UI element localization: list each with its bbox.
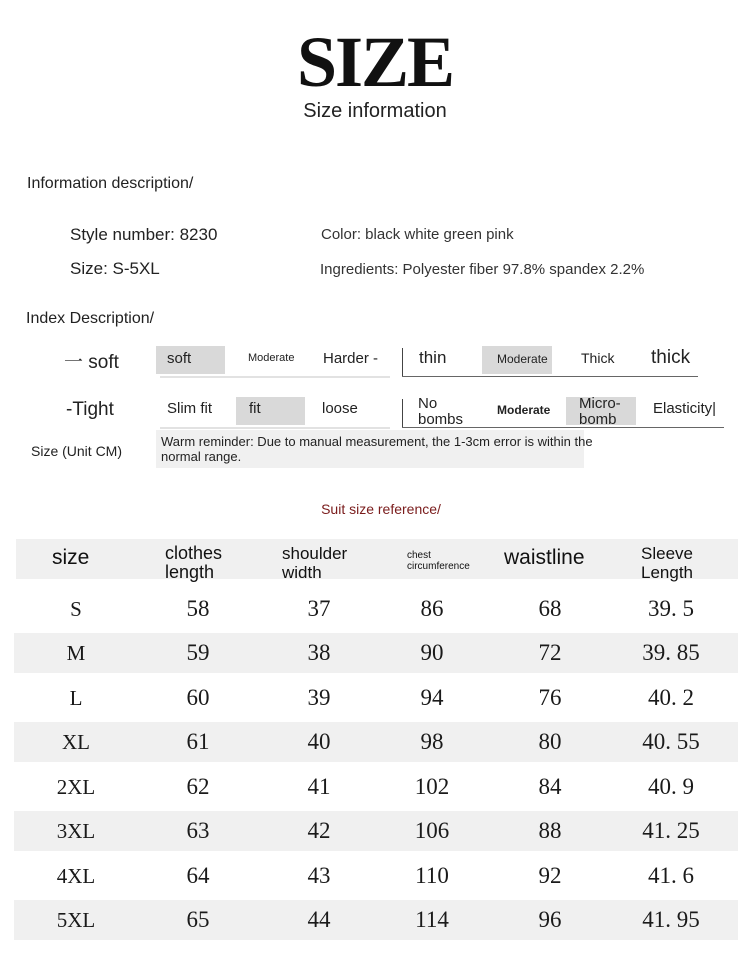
cell-chest: 114 <box>415 907 449 932</box>
elasticity-divider <box>402 399 403 427</box>
cell-waistline: 88 <box>538 818 562 843</box>
header-sleeve-length: Sleeve Length <box>641 544 693 582</box>
elasticity-moderate: Moderate <box>497 403 551 417</box>
cell-size: S <box>70 597 82 621</box>
cell-waistline: 84 <box>538 774 562 799</box>
thickness-thick-end: thick <box>651 347 691 368</box>
cell-size: M <box>66 641 86 665</box>
cell-size: 4XL <box>56 864 96 888</box>
cell-shoulder-width: 41 <box>307 774 331 799</box>
cell-clothes-length: 61 <box>186 729 210 754</box>
cell-size: XL <box>62 730 90 754</box>
index-label: Index Description/ <box>26 310 155 327</box>
cell-shoulder-width: 44 <box>307 907 331 932</box>
ingredients-info: Ingredients: Polyester fiber 97.8% spandex 2.2% <box>320 261 645 278</box>
header-clothes-length: clothes length <box>165 543 223 582</box>
cell-clothes-length: 63 <box>186 818 210 843</box>
cell-sleeve: 40. 55 <box>642 729 700 754</box>
cell-waistline: 96 <box>538 907 562 932</box>
cell-waistline: 72 <box>538 640 562 665</box>
cell-chest: 106 <box>414 818 450 843</box>
page-subtitle: Size information <box>303 100 447 122</box>
table-header-bg <box>16 539 738 579</box>
fit-highlight <box>236 397 305 425</box>
softness-scale-line <box>160 376 390 378</box>
cell-sleeve: 41. 25 <box>642 818 700 843</box>
cell-shoulder-width: 39 <box>307 685 331 710</box>
thickness-moderate: Moderate <box>497 352 548 366</box>
cell-sleeve: 41. 95 <box>642 907 700 932</box>
header-size: size <box>52 546 90 569</box>
cell-chest: 86 <box>420 596 444 621</box>
cell-size: 5XL <box>56 908 96 932</box>
cell-chest: 110 <box>415 863 449 888</box>
cell-clothes-length: 60 <box>186 685 210 710</box>
color-info: Color: black white green pink <box>321 226 514 243</box>
cell-clothes-length: 62 <box>186 774 210 799</box>
cell-shoulder-width: 42 <box>307 818 331 843</box>
elasticity-label: Elasticity| <box>653 400 717 417</box>
elasticity-micro-bomb: Micro-bomb <box>579 395 621 428</box>
cell-clothes-length: 64 <box>186 863 210 888</box>
cell-sleeve: 39. 5 <box>648 596 694 621</box>
header-shoulder-width: shoulder width <box>282 544 348 582</box>
softness-harder: Harder - <box>323 350 379 367</box>
table-row <box>0 631 750 675</box>
size-range: Size: S-5XL <box>70 259 160 278</box>
cell-chest: 102 <box>414 774 450 799</box>
fit-lead: -Tight <box>66 399 114 420</box>
suit-reference-label: Suit size reference/ <box>321 501 441 517</box>
thickness-thin: thin <box>419 348 447 367</box>
size-unit-label: Size (Unit CM) <box>31 443 123 459</box>
cell-chest: 94 <box>420 685 444 710</box>
thickness-thick: Thick <box>581 350 615 366</box>
cell-waistline: 80 <box>538 729 562 754</box>
cell-sleeve: 39. 85 <box>642 640 700 665</box>
table-row <box>0 587 750 631</box>
table-row <box>0 676 750 720</box>
fit-slim: Slim fit <box>167 400 212 417</box>
header-waistline: waistline <box>504 546 585 569</box>
cell-size: L <box>69 686 83 710</box>
table-row <box>0 898 750 942</box>
cell-size: 3XL <box>56 819 96 843</box>
cell-chest: 90 <box>420 640 444 665</box>
cell-shoulder-width: 40 <box>307 729 331 754</box>
table-row <box>0 720 750 764</box>
fit-fit: fit <box>249 400 261 417</box>
cell-waistline: 92 <box>538 863 562 888</box>
cell-chest: 98 <box>420 729 444 754</box>
information-label: Information description/ <box>27 175 194 192</box>
thickness-divider <box>402 348 403 376</box>
thickness-scale-line <box>402 376 698 377</box>
softness-soft: soft <box>167 350 192 367</box>
softness-lead: 一 soft <box>64 352 119 373</box>
page-title: SIZE <box>296 22 454 102</box>
table-row <box>0 809 750 853</box>
style-number: Style number: 8230 <box>70 225 218 244</box>
header-chest: chest circumference <box>407 550 470 572</box>
cell-clothes-length: 59 <box>186 640 210 665</box>
cell-waistline: 76 <box>538 685 562 710</box>
cell-clothes-length: 58 <box>186 596 210 621</box>
reminder-text: Warm reminder: Due to manual measurement, the 1-3cm error is within the normal range. <box>161 434 593 464</box>
cell-sleeve: 41. 6 <box>648 863 694 888</box>
cell-shoulder-width: 38 <box>307 640 331 665</box>
fit-loose: loose <box>322 400 358 417</box>
cell-sleeve: 40. 2 <box>648 685 694 710</box>
cell-waistline: 68 <box>538 596 562 621</box>
cell-size: 2XL <box>56 775 96 799</box>
elasticity-no-bombs: No bombs <box>418 395 464 428</box>
cell-shoulder-width: 43 <box>307 863 331 888</box>
table-row <box>0 854 750 898</box>
fit-scale-line <box>160 427 390 429</box>
cell-shoulder-width: 37 <box>307 596 331 621</box>
cell-clothes-length: 65 <box>186 907 210 932</box>
cell-sleeve: 40. 9 <box>648 774 694 799</box>
table-row <box>0 765 750 809</box>
softness-moderate: Moderate <box>248 352 295 364</box>
